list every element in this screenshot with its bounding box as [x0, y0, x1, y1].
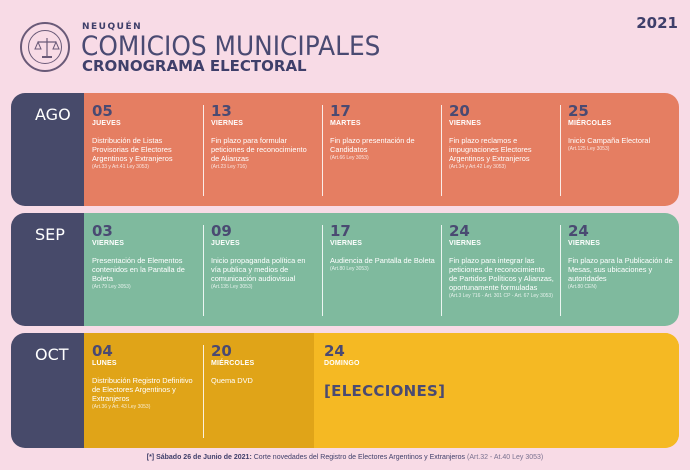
footnote-mark: [*] — [146, 454, 155, 461]
event-article: (Art.79 Ley 3053) — [92, 284, 131, 290]
event-article: (Art.125 Ley 3053) — [568, 146, 610, 152]
footnote-text: Corte novedades del Registro de Electores Argentinos y Extranjeros — [253, 454, 466, 461]
event-cell — [322, 213, 441, 326]
event-weekday: VIERNES — [211, 120, 244, 127]
event-weekday: VIERNES — [449, 240, 482, 247]
event-cell — [203, 333, 314, 448]
event-day: 03 — [92, 222, 113, 240]
event-cells — [84, 93, 679, 206]
event-cell — [84, 93, 203, 206]
event-description: Fin plazo presentación de Candidatos — [330, 136, 415, 154]
event-article: (Art.33 y Art.41 Ley 3053) — [92, 164, 149, 170]
month-row-sep — [11, 213, 679, 326]
event-day: 20 — [211, 342, 232, 360]
event-day: 09 — [211, 222, 232, 240]
event-description: Audiencia de Pantalla de Boleta — [330, 256, 435, 265]
event-article: (Art.36 y Art. 43 Ley 3053) — [92, 404, 151, 410]
event-cell — [203, 213, 322, 326]
event-description: Inicio propaganda política en vía publica y medios de comunicación audiovisual — [211, 256, 306, 283]
event-description: Fin plazo para formular peticiones de reconocimiento de Alianzas — [211, 136, 307, 163]
event-description: Fin plazo para integrar las peticiones de reconocimiento de Partidos Políticos y Alianzas, oportunamente formuladas — [449, 256, 554, 292]
event-description: Fin plazo para la Publicación de Mesas, sus ubicaciones y autoridades — [568, 256, 673, 283]
event-day: 13 — [211, 102, 232, 120]
event-article: (Art.23 Ley 716) — [211, 164, 247, 170]
event-cell — [560, 93, 679, 206]
event-weekday: MARTES — [330, 120, 361, 127]
month-row-ago — [11, 93, 679, 206]
event-cell — [203, 93, 322, 206]
event-weekday: MIÉRCOLES — [568, 120, 612, 127]
event-day: 05 — [92, 102, 113, 120]
event-description: Quema DVD — [211, 376, 253, 385]
event-description: Presentación de Elementos contenidos en la Pantalla de Boleta — [92, 256, 185, 283]
event-weekday: DOMINGO — [324, 360, 360, 367]
event-cells — [84, 213, 679, 326]
event-description: Distribución Registro Definitivo de Electores Argentinos y Extranjeros — [92, 376, 193, 403]
event-day: 17 — [330, 222, 351, 240]
event-article: (Art.135 Ley 3053) — [211, 284, 253, 290]
event-article: (Art.34 y Art.42 Ley 3053) — [449, 164, 506, 170]
event-weekday: LUNES — [92, 360, 117, 367]
event-weekday: MIÉRCOLES — [211, 360, 255, 367]
province-kicker: NEUQUÉN — [82, 22, 143, 32]
year-label: 2021 — [636, 14, 678, 32]
event-weekday: VIERNES — [92, 240, 125, 247]
event-description: Distribución de Listas Provisorias de Electores Argentinos y Extranjeros — [92, 136, 173, 163]
event-description: Inicio Campaña Electoral — [568, 136, 651, 145]
page-subtitle: CRONOGRAMA ELECTORAL — [82, 57, 307, 75]
event-day: 24 — [568, 222, 589, 240]
footnote-date: Sábado 26 de Junio de 2021: — [156, 454, 252, 461]
footnote — [0, 454, 690, 461]
event-cells — [84, 333, 679, 448]
election-label: [ELECCIONES] — [324, 382, 446, 400]
event-day: 24 — [449, 222, 470, 240]
event-cell — [84, 333, 203, 448]
electoral-court-seal-logo — [20, 22, 70, 72]
event-cell — [560, 213, 679, 326]
month-label: SEP — [11, 213, 84, 326]
event-weekday: VIERNES — [330, 240, 363, 247]
event-weekday: VIERNES — [449, 120, 482, 127]
event-cell — [322, 93, 441, 206]
event-day: 25 — [568, 102, 589, 120]
event-cell — [84, 213, 203, 326]
event-day: 17 — [330, 102, 351, 120]
event-cell — [441, 213, 560, 326]
event-day: 20 — [449, 102, 470, 120]
month-row-oct — [11, 333, 679, 448]
page-title: COMICIOS MUNICIPALES — [81, 31, 381, 62]
event-article: (Art.80 CEN) — [568, 284, 597, 290]
month-label: AGO — [11, 93, 84, 206]
event-weekday: JUEVES — [211, 240, 240, 247]
event-article: (Art.66 Ley 3053) — [330, 155, 369, 161]
event-article: (Art.3 Ley 716 - Art. 301 CP - Art. 67 Ley 3053) — [449, 293, 553, 299]
election-day-cell — [314, 333, 679, 448]
event-description: Fin plazo reclamos e impugnaciones Electores Argentinos y Extranjeros — [449, 136, 532, 163]
event-weekday: VIERNES — [568, 240, 601, 247]
event-day: 04 — [92, 342, 113, 360]
event-weekday: JUEVES — [92, 120, 121, 127]
justice-scales-icon — [34, 35, 60, 61]
event-cell — [441, 93, 560, 206]
month-label: OCT — [11, 333, 84, 448]
footnote-article: (Art.32 - At.40 Ley 3053) — [466, 454, 544, 461]
event-day: 24 — [324, 342, 345, 360]
event-article: (Art.80 Ley 3053) — [330, 266, 369, 272]
